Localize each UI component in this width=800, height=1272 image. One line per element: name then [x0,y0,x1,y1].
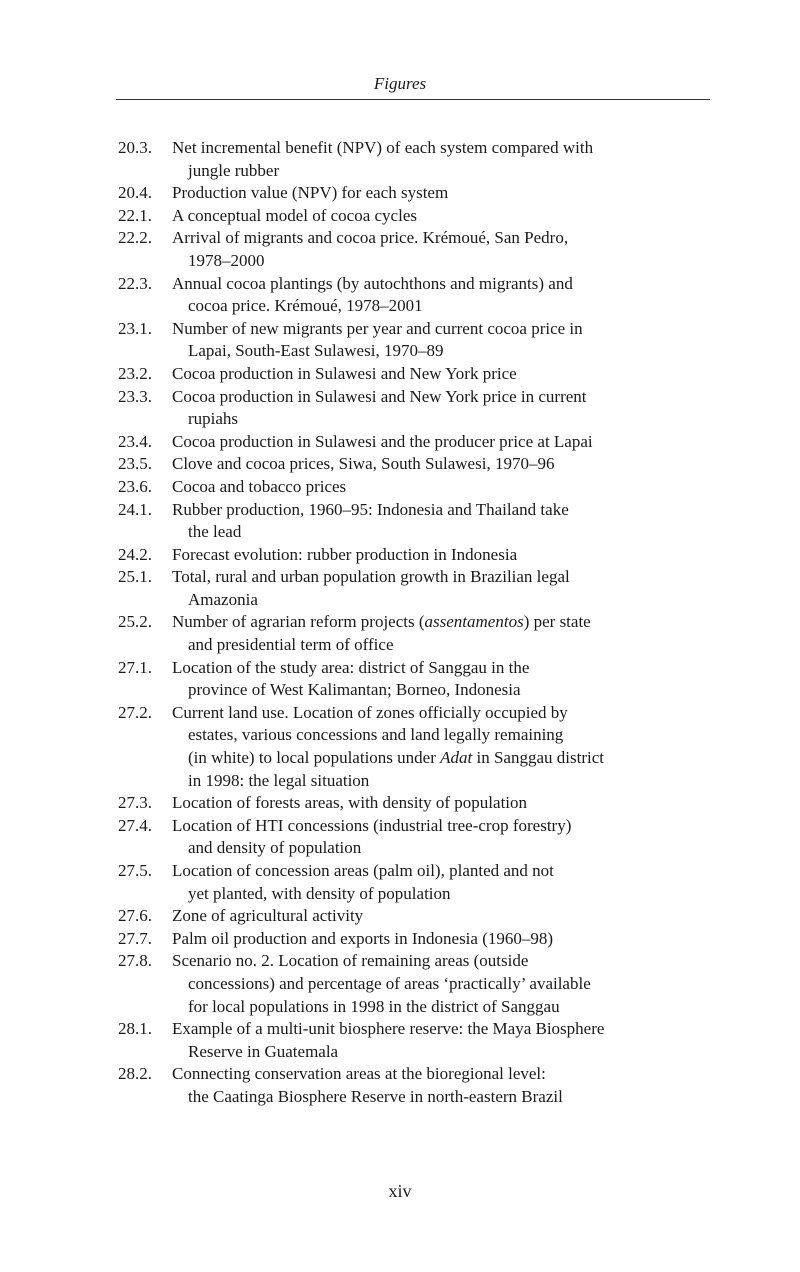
figure-number: 23.5. [118,454,152,474]
figure-entry [118,792,710,815]
figure-number: 28.1. [118,1019,152,1039]
figure-title-line: Scenario no. 2. Location of remaining areas (outside [172,951,529,971]
figure-title-line: Lapai, South-East Sulawesi, 1970–89 [188,341,444,361]
figure-entry [118,1063,710,1108]
figure-entry [118,182,710,205]
figure-entry [118,544,710,567]
figure-number: 22.2. [118,228,152,248]
figure-title-line: (in white) to local populations under Adat in Sanggau district [188,748,604,768]
figure-entry [118,702,710,792]
figure-number: 23.1. [118,318,152,338]
figure-title-line: yet planted, with density of population [188,883,451,903]
figure-number: 28.2. [118,1064,152,1084]
figure-title-line: Production value (NPV) for each system [172,183,449,203]
figure-entry [118,928,710,951]
figure-title-line: Amazonia [188,589,258,609]
figure-title-line: Rubber production, 1960–95: Indonesia and Thailand take [172,499,569,519]
figure-number: 27.5. [118,861,152,880]
figure-entry [118,657,710,702]
figure-entry [118,860,710,905]
figure-title-line: 1978–2000 [188,250,265,270]
figure-title-line: Number of new migrants per year and current cocoa price in [172,318,583,338]
figure-number: 23.3. [118,386,152,406]
figure-number: 22.1. [118,205,152,225]
figure-title-line: Cocoa production in Sulawesi and the producer price at Lapai [172,431,593,451]
figure-title-line: A conceptual model of cocoa cycles [172,205,417,225]
figure-entry [118,611,710,656]
figure-title-line: Connecting conservation areas at the bioregional level: [172,1064,546,1084]
figure-number: 27.6. [118,906,152,926]
figure-title-line: Cocoa and tobacco prices [172,476,347,496]
figure-title-line: Cocoa production in Sulawesi and New York price [172,363,517,383]
figure-entry [118,950,710,1018]
figure-entry [118,273,710,318]
figure-number: 20.3. [118,138,152,157]
figure-entry [118,453,710,476]
figure-entry [118,363,710,386]
figure-title-line: the Caatinga Biosphere Reserve in north-eastern Brazil [188,1086,563,1106]
figure-title-line: in 1998: the legal situation [188,770,370,790]
figure-number: 23.2. [118,363,152,383]
figure-number: 27.4. [118,815,152,835]
figure-number: 25.1. [118,567,152,587]
figure-title-line: Example of a multi-unit biosphere reserve: the Maya Biosphere [172,1019,605,1039]
figure-number: 22.3. [118,273,152,293]
figure-title-line: Annual cocoa plantings (by autochthons and migrants) and [172,273,573,293]
figure-entry [118,1018,710,1063]
figure-title-line: Cocoa production in Sulawesi and New York price in current [172,386,587,406]
figure-title-line: Clove and cocoa prices, Siwa, South Sulawesi, 1970–96 [172,454,555,474]
list-of-figures [118,137,710,1109]
figure-title-line: Total, rural and urban population growth in Brazilian legal [172,567,570,587]
figure-number: 25.2. [118,612,152,632]
figure-entry [118,431,710,454]
figure-title-line: Current land use. Location of zones officially occupied by [172,702,568,722]
figure-number: 23.4. [118,431,152,451]
figure-title-line: Reserve in Guatemala [188,1041,339,1061]
figure-title-line: cocoa price. Krémoué, 1978–2001 [188,296,423,316]
figure-title-line: rupiahs [188,409,239,429]
figure-number: 23.6. [118,476,152,496]
figure-title-line: Number of agrarian reform projects (assentamentos) per state [172,612,591,632]
figure-number: 27.1. [118,657,152,677]
figure-title-line: the lead [188,522,242,542]
figure-entry [118,386,710,431]
figure-number: 20.4. [118,183,152,203]
figure-title-line: Zone of agricultural activity [172,906,364,926]
header-rule [116,99,710,100]
figure-title-line: Location of concession areas (palm oil), planted and not [172,861,554,880]
figure-entry [118,205,710,228]
figure-entry [118,499,710,544]
figure-title-line: Location of forests areas, with density of population [172,793,528,813]
figure-number: 27.7. [118,928,152,948]
figure-entry [118,318,710,363]
figure-title-line: and density of population [188,838,362,858]
figure-entry [118,815,710,860]
page-number: xiv [388,1181,412,1201]
figure-entry [118,905,710,928]
figure-number: 24.1. [118,499,152,519]
figure-title-line: Net incremental benefit (NPV) of each system compared with [172,138,594,157]
figure-entry [118,476,710,499]
figure-title-line: concessions) and percentage of areas ‘practically’ available [188,973,591,993]
figure-title-line: estates, various concessions and land legally remaining [188,725,564,745]
figure-title-line: Arrival of migrants and cocoa price. Krémoué, San Pedro, [172,228,569,248]
figure-number: 27.8. [118,951,152,971]
figure-number: 27.3. [118,793,152,813]
figure-title-line: for local populations in 1998 in the district of Sanggau [188,996,560,1016]
figure-title-line: jungle rubber [188,160,280,180]
figure-title-line: Palm oil production and exports in Indonesia (1960–98) [172,928,554,948]
figure-title-line: Forecast evolution: rubber production in Indonesia [172,544,518,564]
running-header: Figures [373,74,427,93]
figure-number: 24.2. [118,544,152,564]
figure-title-line: Location of the study area: district of Sanggau in the [172,657,530,677]
figure-title-line: Location of HTI concessions (industrial tree-crop forestry) [172,815,572,835]
figure-title-line: province of West Kalimantan; Borneo, Indonesia [188,680,521,700]
figure-entry [118,227,710,272]
figure-number: 27.2. [118,702,152,722]
figure-entry [118,137,710,182]
figure-title-line: and presidential term of office [188,635,394,655]
figure-entry [118,566,710,611]
